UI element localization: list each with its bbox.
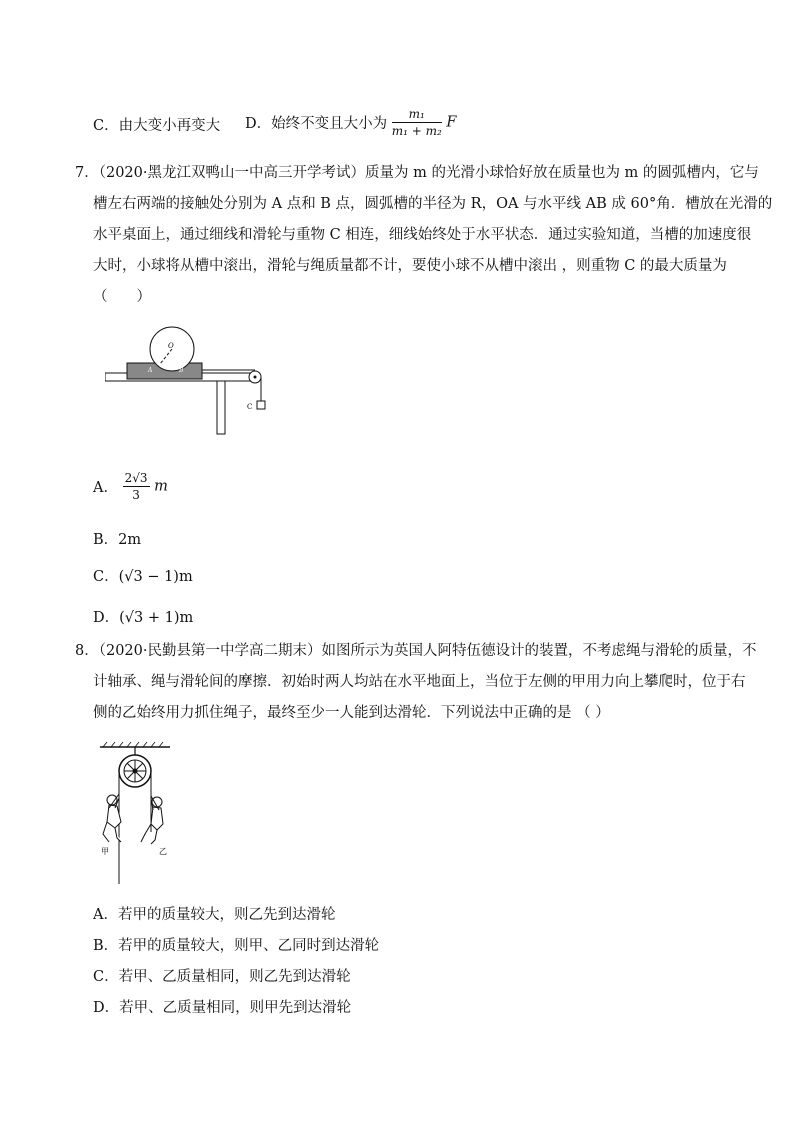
q7-option-a-numerator: 2√3 (124, 471, 148, 485)
q6-option-d-tail: F (446, 114, 457, 131)
q8-option-d: D．若甲、乙质量相同，则甲先到达滑轮 (93, 1000, 352, 1016)
q7-option-d: D．(√3 + 1)m (93, 610, 194, 626)
q7-line-1: 7．（2020·黑龙江双鸭山一中高三开学考试）质量为 m 的光滑小球恰好放在质量也为 m 的圆弧槽内，它与 (75, 165, 759, 181)
q7-line-4: 大时，小球将从槽中滚出，滑轮与绳质量都不计，要使小球不从槽中滚出 ，则重物 C 的最大质量为 (93, 258, 727, 274)
q6-option-d-fraction (392, 106, 442, 139)
q6-option-d-prefix: D．始终不变且大小为 (245, 116, 388, 132)
q6-option-c (93, 114, 220, 135)
q8-figure (95, 742, 175, 887)
q7-figure-label-a: A (148, 367, 153, 374)
q7-figure-label-b: B (179, 367, 184, 374)
q6-option-d-denominator: m₁ + m₂ (391, 124, 442, 138)
q7-option-a-prefix: A． (93, 480, 118, 496)
q7-answer-bracket: （ ） (93, 289, 151, 305)
q7-option-a-tail: m (154, 478, 168, 495)
q7-option-a-fraction (123, 470, 150, 503)
q7-figure (105, 326, 275, 436)
q6-option-d-numerator: m₁ (392, 106, 442, 123)
q8-line-2: 计轴承、绳与滑轮间的摩擦．初始时两人均站在水平地面上，当位于左侧的甲用力向上攀爬时，位于右 (93, 674, 746, 690)
q8-line-3: 侧的乙始终用力抓住绳子，最终至少一人能到达滑轮．下列说法中正确的是 （ ） (93, 705, 610, 721)
q7-figure-label-c: C (247, 403, 253, 411)
q8-figure-label-right: 乙 (159, 847, 167, 856)
q8-option-c: C．若甲、乙质量相同，则乙先到达滑轮 (93, 969, 351, 985)
q7-option-a (93, 470, 168, 503)
q6-option-d (245, 106, 456, 139)
q7-line-3: 水平桌面上，通过细线和滑轮与重物 C 相连，细线始终处于水平状态．通过实验知道，当槽的加速度很 (93, 227, 752, 243)
q8-option-b: B．若甲的质量较大，则甲、乙同时到达滑轮 (93, 938, 380, 954)
q8-option-a: A．若甲的质量较大，则乙先到达滑轮 (93, 907, 336, 923)
q7-option-b: B．2m (93, 532, 142, 548)
q6-option-c-text: C．由大变小再变大 (93, 118, 221, 134)
q7-option-c: C．(√3 − 1)m (93, 569, 193, 585)
q8-figure-label-left: 甲 (101, 847, 109, 856)
q7-option-a-denominator: 3 (132, 488, 140, 502)
q7-line-2: 槽左右两端的接触处分别为 A 点和 B 点，圆弧槽的半径为 R，OA 与水平线 AB 成 60°角．槽放在光滑的 (93, 196, 773, 212)
q8-line-1: 8．（2020·民勤县第一中学高二期末）如图所示为英国人阿特伍德设计的装置，不考虑绳与滑轮的质量，不 (75, 643, 757, 659)
q7-figure-label-o: O (168, 342, 174, 350)
